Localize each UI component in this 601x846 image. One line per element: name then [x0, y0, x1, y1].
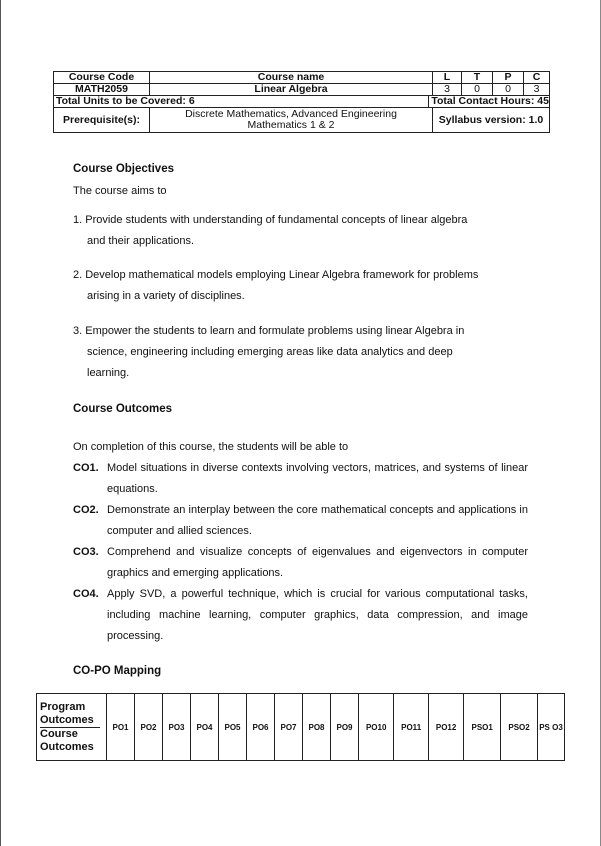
outcome-co4-label: CO4.	[73, 588, 99, 600]
objective-2-line-1: 2. Develop mathematical models employing Linear Algebra framework for problems	[73, 269, 479, 281]
mapping-row-label	[37, 694, 107, 761]
course-code-label: Course Code	[54, 72, 150, 84]
page-left-edge	[0, 0, 1, 846]
outcome-co1-text: Model situations in diverse contexts involving vectors, matrices, and systems of linear equations.	[107, 462, 528, 495]
mapping-column-pso1: PSO1	[464, 694, 501, 761]
outcome-co3	[73, 542, 528, 584]
prerequisite-line-2: Mathematics 1 & 2	[247, 119, 335, 131]
mapping-column-po8: PO8	[303, 694, 331, 761]
prerequisite-label: Prerequisite(s):	[54, 108, 150, 133]
syllabus-version: Syllabus version: 1.0	[433, 108, 550, 133]
course-outcomes-label: Course Outcomes	[40, 727, 94, 753]
mapping-column-po11: PO11	[394, 694, 429, 761]
course-name-label: Course name	[150, 72, 433, 84]
objectives-heading: Course Objectives	[73, 163, 174, 175]
outcome-co2-label: CO2.	[73, 504, 99, 516]
p-label: P	[493, 72, 524, 84]
t-value: 0	[462, 84, 493, 96]
p-value: 0	[493, 84, 524, 96]
objective-2-line-2: arising in a variety of disciplines.	[87, 290, 245, 302]
mapping-column-po4: PO4	[191, 694, 219, 761]
mapping-column-po9: PO9	[331, 694, 359, 761]
c-label: C	[524, 72, 550, 84]
outcome-co1	[73, 458, 528, 500]
mapping-column-pso3: PS O3	[538, 694, 565, 761]
program-outcomes-label: Program Outcomes	[40, 700, 94, 726]
mapping-column-po2: PO2	[135, 694, 163, 761]
outcome-co4-text: Apply SVD, a powerful technique, which is crucial for various computational tasks, including machine learning, computer graphics, data compression, and image processing.	[107, 588, 528, 642]
l-label: L	[433, 72, 462, 84]
objective-item-1	[73, 210, 528, 252]
t-label: T	[462, 72, 493, 84]
total-contact-hours: Total Contact Hours: 45	[429, 96, 550, 108]
mapping-column-po1: PO1	[107, 694, 135, 761]
objective-3-line-2: science, engineering including emerging areas like data analytics and deep	[87, 346, 453, 358]
prerequisite-value	[150, 108, 433, 133]
c-value: 3	[524, 84, 550, 96]
mapping-column-po5: PO5	[219, 694, 247, 761]
prerequisite-line-1: Discrete Mathematics, Advanced Engineering	[185, 108, 397, 120]
mapping-column-po10: PO10	[359, 694, 394, 761]
objective-item-2	[73, 265, 528, 307]
outcomes-intro: On completion of this course, the students will be able to	[73, 441, 349, 453]
objectives-intro: The course aims to	[73, 185, 167, 197]
outcomes-heading: Course Outcomes	[73, 403, 173, 415]
objective-1-line-2: and their applications.	[87, 235, 195, 247]
objective-3-line-3: learning.	[87, 367, 130, 379]
mapping-column-po12: PO12	[428, 694, 463, 761]
l-value: 3	[433, 84, 462, 96]
outcome-co2-text: Demonstrate an interplay between the core mathematical concepts and applications in computer and allied sciences.	[107, 504, 528, 537]
mapping-heading: CO-PO Mapping	[73, 665, 162, 677]
mapping-column-po6: PO6	[247, 694, 275, 761]
mapping-column-po7: PO7	[275, 694, 303, 761]
mapping-column-po3: PO3	[163, 694, 191, 761]
course-header-table	[53, 71, 550, 133]
outcome-co1-label: CO1.	[73, 462, 99, 474]
outcome-co4	[73, 584, 528, 647]
total-units: Total Units to be Covered: 6	[54, 96, 429, 108]
mapping-column-pso2: PSO2	[501, 694, 538, 761]
course-name: Linear Algebra	[150, 84, 433, 96]
objective-3-line-1: 3. Empower the students to learn and formulate problems using linear Algebra in	[73, 325, 465, 337]
outcome-co3-text: Comprehend and visualize concepts of eigenvalues and eigenvectors in computer graphics and emerging applications.	[107, 546, 528, 579]
outcome-co3-label: CO3.	[73, 546, 99, 558]
course-code: MATH2059	[54, 84, 150, 96]
objective-item-3	[73, 321, 528, 384]
co-po-mapping-table	[36, 693, 565, 761]
objective-1-line-1: 1. Provide students with understanding of fundamental concepts of linear algebra	[73, 214, 468, 226]
outcome-co2	[73, 500, 528, 542]
